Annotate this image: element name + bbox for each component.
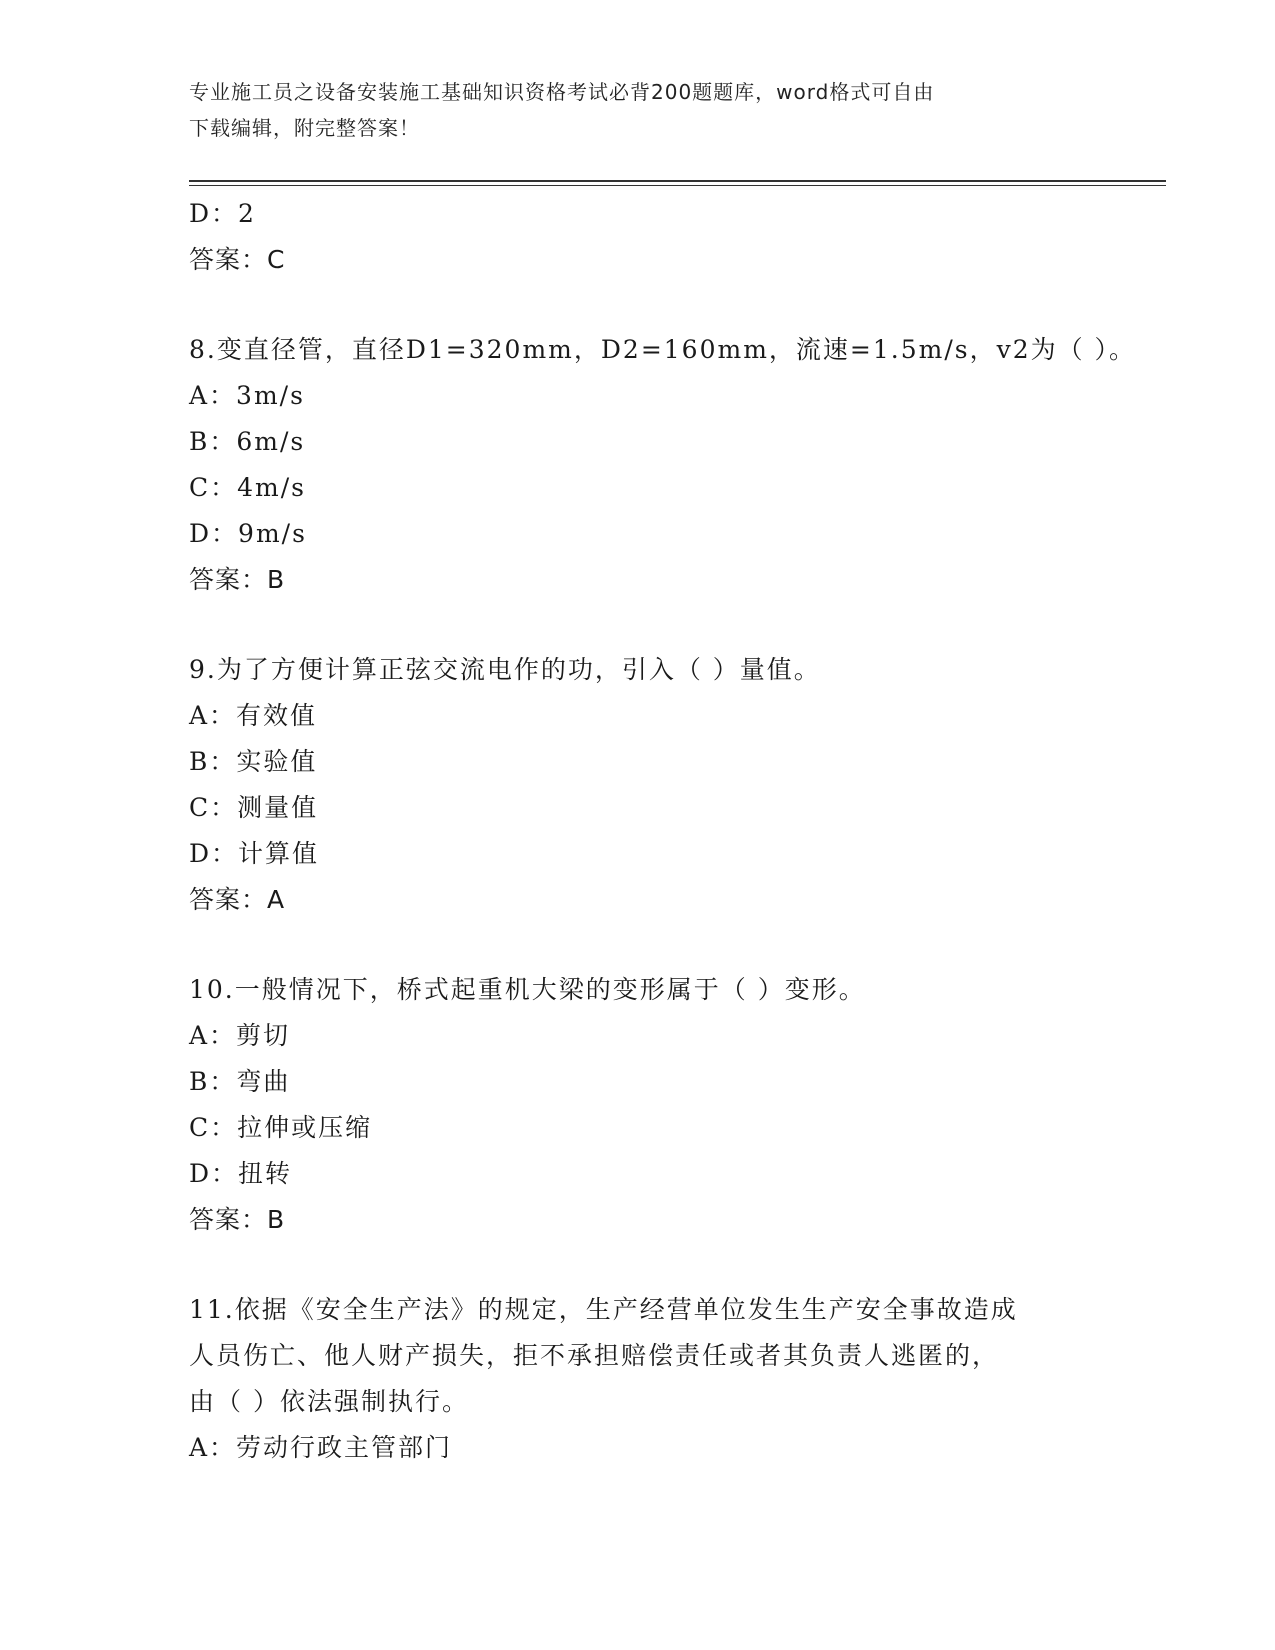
question-text: 10.一般情况下，桥式起重机大梁的变形属于（ ）变形。 — [189, 975, 866, 1004]
option-a: A：剪切 — [189, 1021, 291, 1050]
header-line-2: 下载编辑，附完整答案！ — [189, 116, 420, 140]
option-b: B：实验值 — [189, 747, 318, 776]
question-text: 9.为了方便计算正弦交流电作的功，引入（ ）量值。 — [189, 655, 821, 684]
header-divider-thin — [189, 185, 1166, 186]
answer-line: 答案：C — [189, 245, 286, 274]
answer-line: 答案：B — [189, 1205, 286, 1234]
option-b: B：6m/s — [189, 427, 306, 456]
question-9 — [189, 647, 1089, 923]
option-d: D：9m/s — [189, 519, 307, 548]
option-a: A：3m/s — [189, 381, 305, 410]
option-d: D：扭转 — [189, 1159, 293, 1188]
header-line-1: 专业施工员之设备安装施工基础知识资格考试必背200题题库，word格式可自由 — [189, 80, 935, 104]
question-text-line-1: 11.依据《安全生产法》的规定，生产经营单位发生生产安全事故造成 — [189, 1295, 1018, 1324]
question-11 — [189, 1287, 1089, 1471]
question-list — [189, 191, 1137, 1471]
answer-line: 答案：B — [189, 565, 286, 594]
option-d: D：计算值 — [189, 839, 320, 868]
option-a: A：有效值 — [189, 701, 318, 730]
option-d: D：2 — [189, 199, 256, 228]
question-10 — [189, 967, 1089, 1243]
option-b: B：弯曲 — [189, 1067, 291, 1096]
header-divider-thick — [189, 180, 1166, 182]
option-c: C：测量值 — [189, 793, 319, 822]
question-text-line-2: 人员伤亡、他人财产损失，拒不承担赔偿责任或者其负责人逃匿的， — [189, 1341, 1000, 1370]
option-a: A：劳动行政主管部门 — [189, 1433, 453, 1462]
question-text: 8.变直径管，直径D1=320mm，D2=160mm，流速=1.5m/s，v2为（ ）。 — [189, 335, 1137, 364]
answer-line: 答案：A — [189, 885, 286, 914]
question-8 — [189, 327, 1137, 603]
previous-question-tail — [189, 191, 1089, 283]
option-c: C：4m/s — [189, 473, 306, 502]
document-header — [189, 74, 1089, 146]
option-c: C：拉伸或压缩 — [189, 1113, 373, 1142]
question-text-line-3: 由（ ）依法强制执行。 — [189, 1387, 469, 1416]
